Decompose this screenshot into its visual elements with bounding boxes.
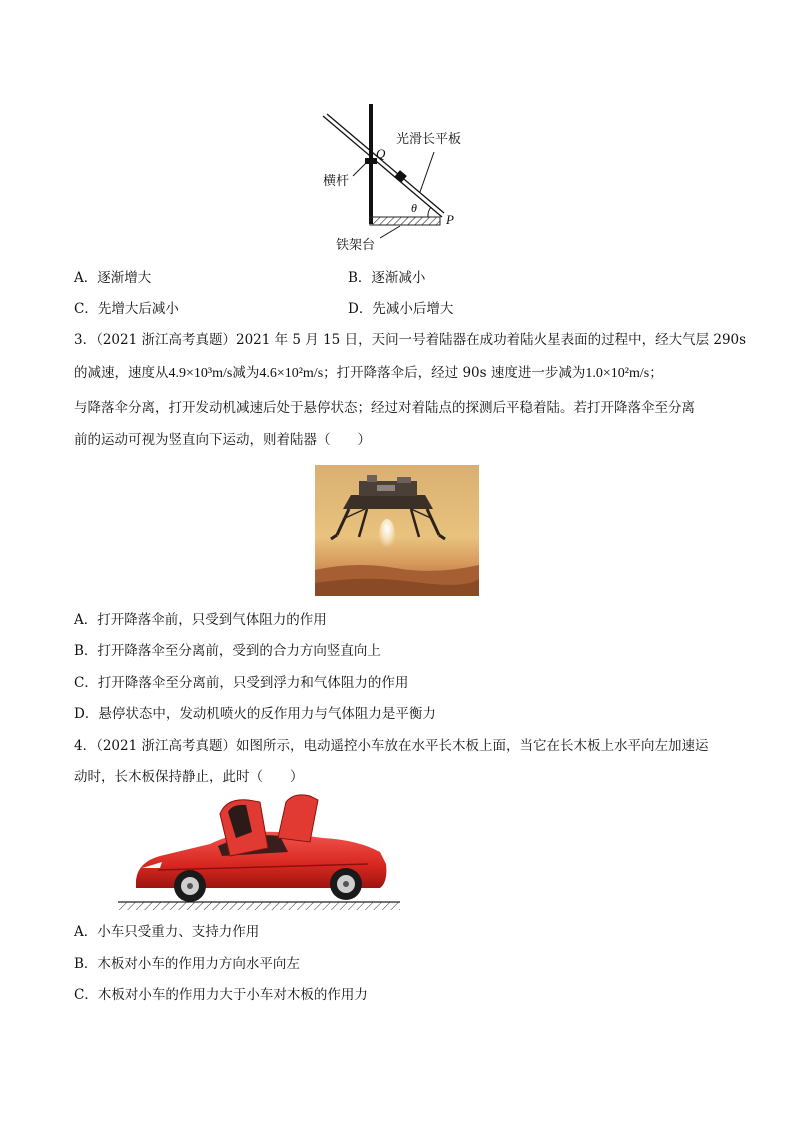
- q4-option-c: C．木板对小车的作用力大于小车对木板的作用力: [74, 987, 368, 1003]
- q3-line-3: 与降落伞分离，打开发动机减速后处于悬停状态；经过对着陆点的探测后平稳着陆。若打开降落伞至分离: [74, 400, 695, 416]
- open-door-right: [278, 795, 318, 842]
- q3-line-4: 前的运动可视为竖直向下运动，则着陆器（ ）: [74, 432, 371, 448]
- q2-option-b: B．逐渐减小: [348, 270, 426, 286]
- mars-lander-photo: [315, 465, 479, 596]
- velocity-1: 4.9×10³m/s: [168, 366, 233, 381]
- q4-option-b: B．木板对小车的作用力方向水平向左: [74, 956, 300, 972]
- toy-car-figure: [118, 792, 400, 910]
- lander-body: [343, 495, 433, 509]
- label-q: Q: [376, 146, 386, 161]
- q3-line-2: 的减速，速度从4.9×10³m/s减为4.6×10²m/s；打开降落伞后，经过 90s 速度进一步减为1.0×10²m/s；: [74, 365, 663, 381]
- q3-line-1: 3．（2021 浙江高考真题）2021 年 5 月 15 日，天问一号着陆器在成功着陆火星表面的过程中，经大气层 290s: [74, 332, 747, 348]
- q3-option-c: C．打开降落伞至分离前，只受到浮力和气体阻力的作用: [74, 675, 409, 691]
- q3-option-d: D．悬停状态中，发动机喷火的反作用力与气体阻力是平衡力: [74, 706, 436, 722]
- label-iron-stand: 铁架台: [336, 238, 376, 253]
- velocity-3: 1.0×10²m/s: [585, 366, 650, 381]
- stand-base: [370, 217, 440, 225]
- q4-line-1: 4．（2021 浙江高考真题）如图所示，电动遥控小车放在水平长木板上面，当它在长木板上水平向左加速运: [74, 738, 709, 754]
- velocity-2: 4.6×10²m/s: [259, 366, 324, 381]
- label-p: P: [446, 212, 454, 227]
- q3-option-b: B．打开降落伞至分离前，受到的合力方向竖直向上: [74, 643, 381, 659]
- q3-option-a: A．打开降落伞前，只受到气体阻力的作用: [74, 612, 327, 628]
- wooden-board: [118, 902, 400, 910]
- engine-plume: [379, 519, 395, 551]
- q2-option-c: C．先增大后减小: [74, 301, 179, 317]
- q2-option-d: D．先减小后增大: [348, 301, 454, 317]
- label-smooth-board: 光滑长平板: [396, 132, 462, 147]
- label-theta: θ: [411, 201, 417, 215]
- q2-option-a: A．逐渐增大: [74, 270, 152, 286]
- q4-line-2: 动时，长木板保持静止，此时（ ）: [74, 769, 304, 785]
- label-crossbar: 横杆: [323, 174, 350, 189]
- q4-option-a: A．小车只受重力、支持力作用: [74, 924, 260, 940]
